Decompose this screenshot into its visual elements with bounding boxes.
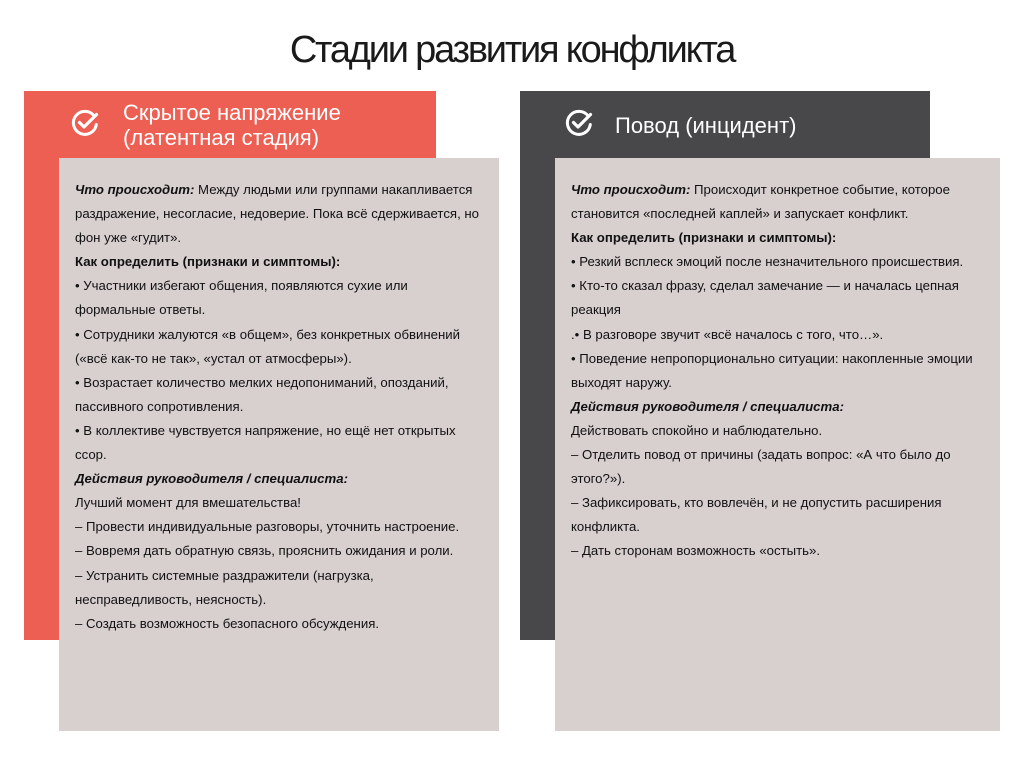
- sign-item: • Возрастает количество мелких недопониманий, опозданий, пассивного сопротивления.: [75, 374, 449, 414]
- stage-1-panel: [59, 158, 499, 731]
- what-happens: [571, 178, 988, 226]
- sign-item: • Кто-то сказал фразу, сделал замечание — и началась цепная реакция: [571, 278, 959, 318]
- stage-2-title-line-1: Повод (инцидент): [615, 113, 797, 138]
- action-item: – Провести индивидуальные разговоры, уточнить настроение.: [75, 519, 460, 535]
- page-title: Стадии развития конфликта: [289, 29, 735, 71]
- action-item: – Дать сторонам возможность «остыть».: [571, 543, 821, 559]
- signs-label: Как определить (признаки и симптомы):: [571, 230, 837, 246]
- check-circle-icon: [564, 108, 594, 138]
- signs-label: Как определить (признаки и симптомы):: [75, 254, 341, 270]
- action-item: – Отделить повод от причины (задать вопрос: «А что было до этого?»).: [571, 447, 951, 487]
- action-item: – Зафиксировать, кто вовлечён, и не допустить расширения конфликта.: [571, 495, 942, 535]
- stage-1-title-line-1: Скрытое напряжение: [123, 100, 341, 125]
- what-happens-label: Что происходит:: [75, 182, 195, 197]
- stage-1-title: [123, 100, 423, 150]
- check-circle-icon: [70, 108, 100, 138]
- sign-item: • Участники избегают общения, появляются сухие или формальные ответы.: [75, 278, 408, 318]
- what-happens: [75, 178, 487, 250]
- actions-intro: Лучший момент для вмешательства!: [75, 495, 301, 511]
- actions-label: Действия руководителя / специалиста:: [75, 471, 348, 487]
- sign-item: • В коллективе чувствуется напряжение, но ещё нет открытых ссор.: [75, 422, 456, 463]
- action-item: – Устранить системные раздражители (нагрузка, несправедливость, неясность).: [75, 567, 374, 607]
- stage-2-panel: [555, 158, 1000, 731]
- action-item: – Вовремя дать обратную связь, прояснить ожидания и роли.: [75, 543, 454, 559]
- what-happens-text: Между людьми или группами накапливается раздражение, несогласие, недоверие. Пока всё сдерживается, но фон уже «гудит».: [75, 182, 480, 246]
- stage-2-title: [615, 113, 915, 138]
- sign-item: • Сотрудники жалуются «в общем», без конкретных обвинений («всё как-то не так», «устал от атмосферы»).: [75, 326, 461, 366]
- what-happens-text: Происходит конкретное событие, которое становится «последней каплей» и запускает конфликт.: [571, 182, 950, 222]
- action-item: – Создать возможность безопасного обсуждения.: [75, 615, 379, 631]
- stage-1-title-line-2: (латентная стадия): [123, 125, 320, 150]
- actions-intro: Действовать спокойно и наблюдательно.: [571, 422, 823, 438]
- sign-item: • Поведение непропорционально ситуации: накопленные эмоции выходят наружу.: [571, 350, 973, 390]
- sign-item: • Резкий всплеск эмоций после незначительного происшествия.: [571, 254, 964, 270]
- what-happens-label: Что происходит:: [571, 182, 691, 197]
- actions-label: Действия руководителя / специалиста:: [571, 398, 844, 414]
- sign-item: .• В разговоре звучит «всё началось с того, что…».: [571, 326, 884, 342]
